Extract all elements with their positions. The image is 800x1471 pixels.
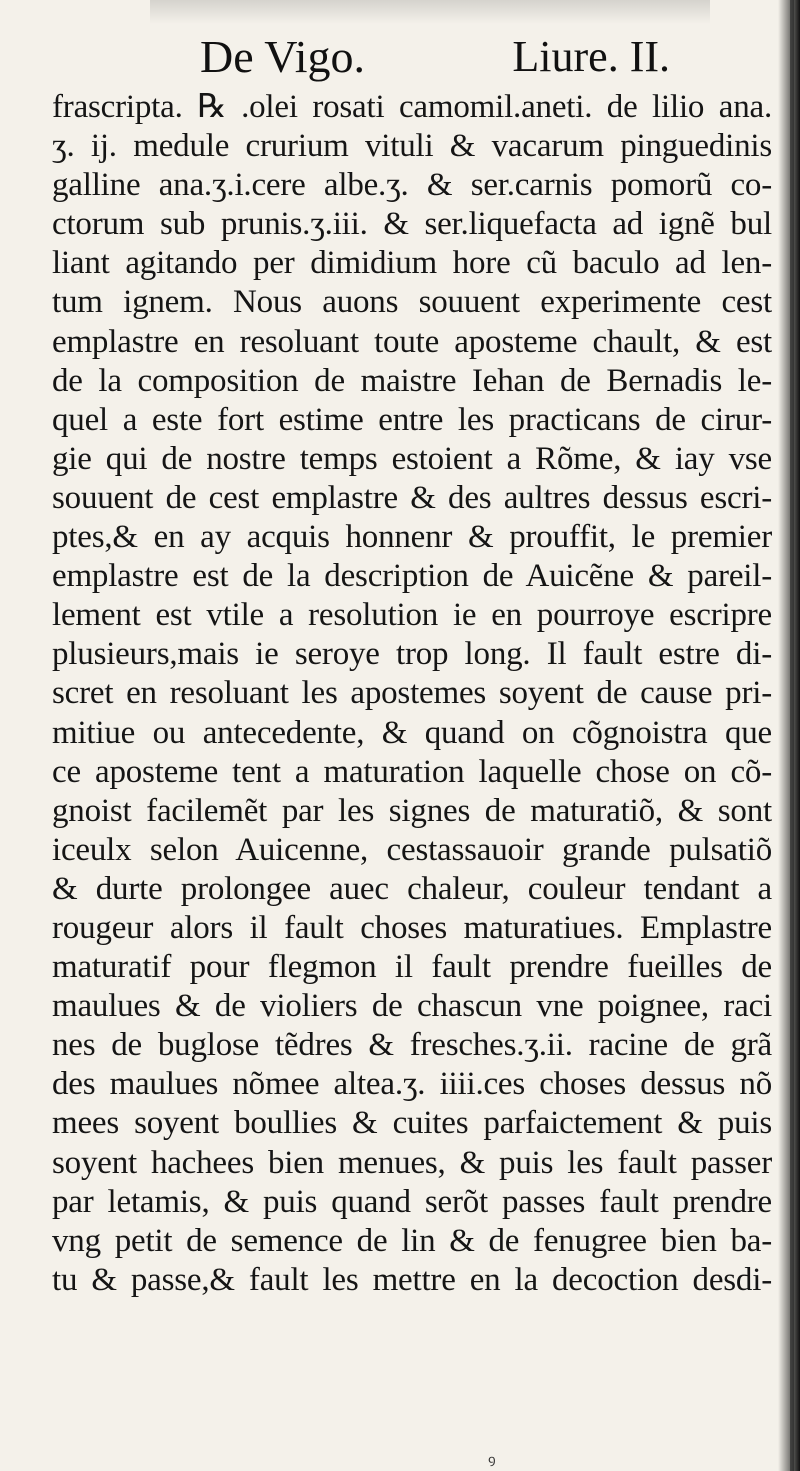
- text-line: scret en resoluant les apostemes soyent de cause pri-: [52, 675, 772, 712]
- text-line: rougeur alors il fault choses maturatiues. Emplastre: [52, 909, 772, 946]
- text-line: souuent de cest emplastre & des aultres dessus escri-: [52, 479, 772, 516]
- text-line: galline ana.ʒ.i.cere albe.ʒ. & ser.carnis pomorũ co-: [52, 167, 772, 204]
- text-line: maturatif pour flegmon il fault prendre fueilles de: [52, 949, 772, 986]
- book-number: Liure. II.: [512, 32, 670, 81]
- text-line: tu & passe,& fault les mettre en la decoction desdi-: [52, 1261, 772, 1298]
- text-line: tum ignem. Nous auons souuent experimente cest: [52, 284, 772, 321]
- text-line: maulues & de violiers de chascun vne poignee, raci: [52, 988, 772, 1025]
- text-line: ptes,& en ay acquis honnenr & prouffit, le premier: [52, 519, 772, 556]
- text-line: mitiue ou antecedente, & quand on cõgnoistra que: [52, 714, 772, 751]
- page-body-text: [52, 88, 772, 1300]
- text-line: quel a este fort estime entre les practicans de cirur-: [52, 401, 772, 438]
- text-line: ʒ. ij. medule crurium vituli & vacarum pinguedinis: [52, 128, 772, 165]
- text-line: ctorum sub prunis.ʒ.iii. & ser.liquefacta ad ignẽ bul: [52, 206, 772, 243]
- text-line: lement est vtile a resolution ie en pourroye escripre: [52, 597, 772, 634]
- bleed-through-shadow: [150, 0, 710, 24]
- running-header: [200, 26, 670, 88]
- text-line: & durte prolongee auec chaleur, couleur tendant a: [52, 870, 772, 907]
- text-line: plusieurs,mais ie seroye trop long. Il fault estre di-: [52, 636, 772, 673]
- text-line: mees soyent boullies & cuites parfaictement & puis: [52, 1105, 772, 1142]
- text-line: nes de buglose tẽdres & fresches.ʒ.ii. racine de grã: [52, 1027, 772, 1064]
- text-line: frascripta. ℞ .olei rosati camomil.aneti. de lilio ana.: [52, 89, 772, 125]
- text-line: vng petit de semence de lin & de fenugree bien ba-: [52, 1222, 772, 1259]
- text-line: ce aposteme tent a maturation laquelle chose on cõ-: [52, 753, 772, 790]
- running-title: De Vigo.: [200, 31, 366, 82]
- binding-gutter: [778, 0, 800, 1471]
- text-line: iceulx selon Auicenne, cestassauoir grande pulsatiõ: [52, 831, 772, 868]
- text-line: des maulues nõmee altea.ʒ. iiii.ces choses dessus nõ: [52, 1066, 772, 1103]
- text-line: emplastre en resoluant toute aposteme chault, & est: [52, 323, 772, 360]
- text-line: emplastre est de la description de Auicẽne & pareil-: [52, 558, 772, 595]
- text-line: par letamis, & puis quand serõt passes fault prendre: [52, 1183, 772, 1220]
- text-line: liant agitando per dimidium hore cũ baculo ad len-: [52, 245, 772, 282]
- text-line: de la composition de maistre Iehan de Bernadis le-: [52, 362, 772, 399]
- text-line: gie qui de nostre temps estoient a Rõme, & iay vse: [52, 440, 772, 477]
- text-line: gnoist facilemẽt par les signes de maturatiõ, & sont: [52, 792, 772, 829]
- text-line: soyent hachees bien menues, & puis les fault passer: [52, 1144, 772, 1181]
- binding-edge: [790, 0, 794, 1471]
- footer-mark: ꝰ: [488, 1452, 496, 1471]
